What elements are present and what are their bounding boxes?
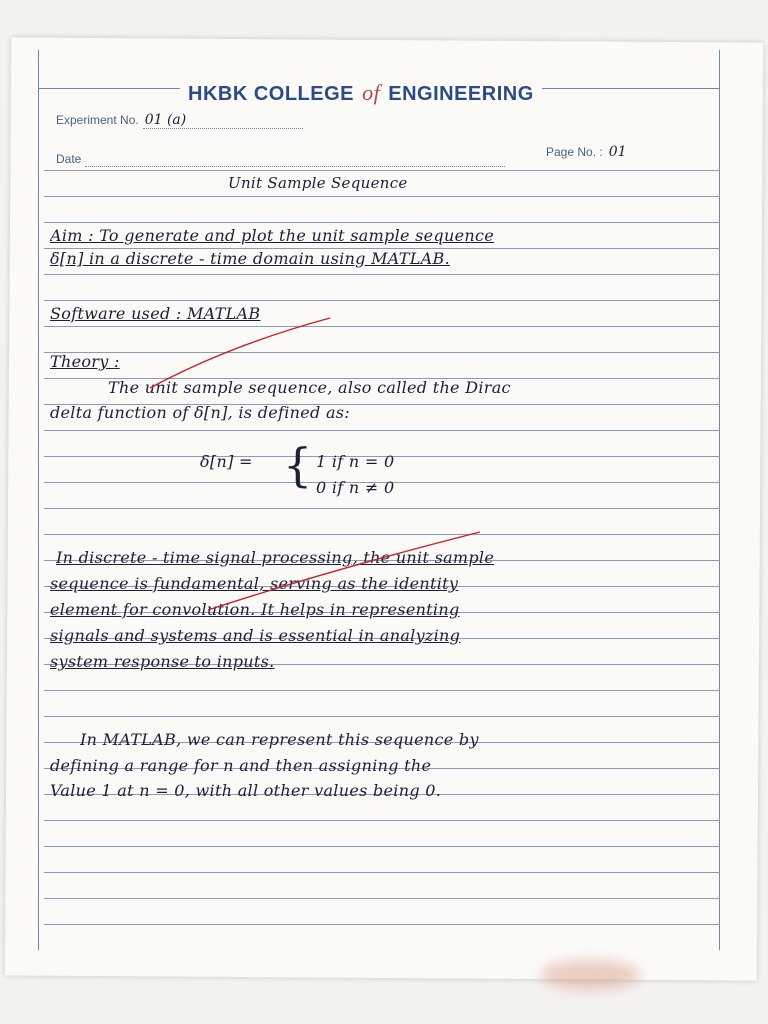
college-name-post: ENGINEERING [388,83,534,105]
aim-line-1: Aim : To generate and plot the unit sample sequence [50,226,494,245]
ruled-line [44,924,720,925]
college-name-pre: HKBK COLLEGE [188,83,354,105]
ruled-line [44,534,720,535]
equation-case-1: 1 if n = 0 [316,452,395,471]
ruled-line [44,170,720,171]
theory-line-1: The unit sample sequence, also called the Dirac [108,378,511,397]
theory-line-2: delta function of δ[n], is defined as: [50,403,350,422]
ruled-line [44,820,720,821]
college-header [180,80,542,106]
paragraph1-line-2: sequence is fundamental, serving as the identity [50,574,459,593]
ruled-line [44,222,720,223]
experiment-value: 01 (a) [144,112,187,128]
ruled-line [44,274,720,275]
ruled-line [44,326,720,327]
page-stain [540,960,640,990]
equation-case-2: 0 if n ≠ 0 [316,478,395,497]
theory-heading: Theory : [50,352,120,371]
equation-brace: { [283,438,313,492]
aim-line-2: δ[n] in a discrete - time domain using MATLAB. [50,249,450,268]
college-name-of: of [362,80,381,105]
ruled-line [44,716,720,717]
ruled-line [44,690,720,691]
ruled-line [44,846,720,847]
ruled-line [44,300,720,301]
software-used: Software used : MATLAB [50,304,261,323]
paragraph2-line-2: defining a range for n and then assigning the [50,756,432,775]
experiment-field [56,112,303,129]
page-value: 01 [608,144,627,160]
ruled-line [44,430,720,431]
paragraph1-line-4: signals and systems and is essential in analyzing [50,626,461,645]
ruled-line [44,196,720,197]
experiment-title: Unit Sample Sequence [228,174,408,192]
paragraph2-line-1: In MATLAB, we can represent this sequence by [80,730,479,749]
ruled-line [44,898,720,899]
paragraph1-line-1: In discrete - time signal processing, the unit sample [56,548,495,567]
date-label: Date [56,152,82,166]
page-number-field [546,144,627,160]
date-field [56,152,505,167]
page-label: Page No. : [546,145,603,159]
experiment-label: Experiment No. [56,113,139,127]
paragraph2-line-3: Value 1 at n = 0, with all other values being 0. [50,781,442,800]
ruled-line [44,508,720,509]
ruled-line [44,872,720,873]
equation-lhs: δ[n] = [200,452,253,471]
paragraph1-line-3: element for convolution. It helps in representing [50,600,460,619]
paragraph1-line-5: system response to inputs. [50,652,275,671]
